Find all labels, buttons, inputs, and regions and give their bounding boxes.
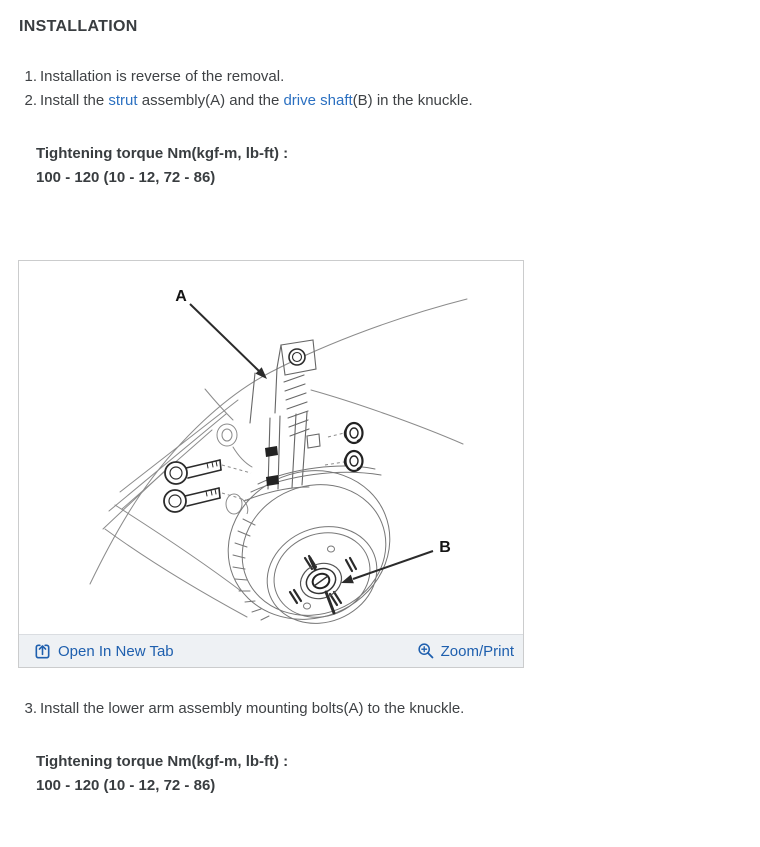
torque-value: 100 - 120 (10 - 12, 72 - 86)	[36, 169, 216, 186]
open-in-new-tab-icon	[33, 642, 52, 661]
step-item-3	[0, 697, 760, 721]
step-text-fragment: (B) in the knuckle.	[352, 92, 473, 109]
zoom-print-label: Zoom/Print	[440, 642, 514, 660]
step-number: 2.	[24, 92, 37, 109]
step-text	[40, 89, 760, 113]
strut-nut-2	[345, 451, 363, 471]
torque-label: Tightening torque Nm(kgf-m, lb-ft) :	[36, 753, 289, 770]
callout-a	[175, 288, 267, 379]
step-list	[0, 65, 760, 113]
step-list-continued	[0, 697, 760, 721]
brake-disc	[206, 447, 413, 634]
open-in-new-tab-link[interactable]	[33, 642, 174, 661]
step-text-fragment: assembly(A) and the	[137, 92, 284, 109]
knuckle-slots	[265, 446, 279, 486]
step-number: 3.	[24, 700, 37, 717]
mounting-bolt-1	[165, 460, 221, 484]
strut-top-bolt	[289, 349, 305, 365]
drive-shaft-link[interactable]: drive shaft	[283, 92, 353, 109]
strut-nut-1	[345, 423, 363, 443]
suspension-diagram	[19, 261, 523, 634]
torque-label: Tightening torque Nm(kgf-m, lb-ft) :	[36, 145, 289, 162]
page-title: INSTALLATION	[19, 18, 138, 35]
open-in-new-tab-label: Open In New Tab	[58, 642, 174, 660]
figure-action-bar	[19, 634, 523, 667]
callout-b-arrow	[353, 551, 433, 579]
callout-a-label: A	[175, 288, 187, 305]
step-item-1	[0, 65, 760, 89]
step-text: Installation is reverse of the removal.	[40, 68, 285, 85]
torque-spec-1	[36, 142, 760, 190]
hub-drive-shaft-end	[295, 557, 347, 613]
manual-page	[0, 18, 760, 798]
callout-a-arrow	[190, 304, 260, 372]
step-text-fragment: Install the	[40, 92, 109, 109]
step-item-2	[0, 89, 760, 113]
zoom-print-link[interactable]	[417, 642, 514, 660]
suspension-diagram-svg	[19, 261, 523, 634]
callout-b-label: B	[439, 539, 451, 556]
strut-link[interactable]: strut	[108, 92, 138, 109]
step-text: Install the lower arm assembly mounting bolts(A) to the knuckle.	[40, 700, 465, 717]
strut-assembly	[250, 340, 320, 489]
figure-panel	[18, 260, 524, 668]
step-number: 1.	[24, 68, 37, 85]
zoom-plus-magnifier-icon	[417, 642, 435, 660]
torque-value: 100 - 120 (10 - 12, 72 - 86)	[36, 777, 216, 794]
mounting-bolt-2	[164, 488, 220, 512]
torque-spec-2	[36, 750, 760, 798]
callout-b	[341, 539, 451, 583]
callout-b-arrowhead	[341, 575, 354, 584]
